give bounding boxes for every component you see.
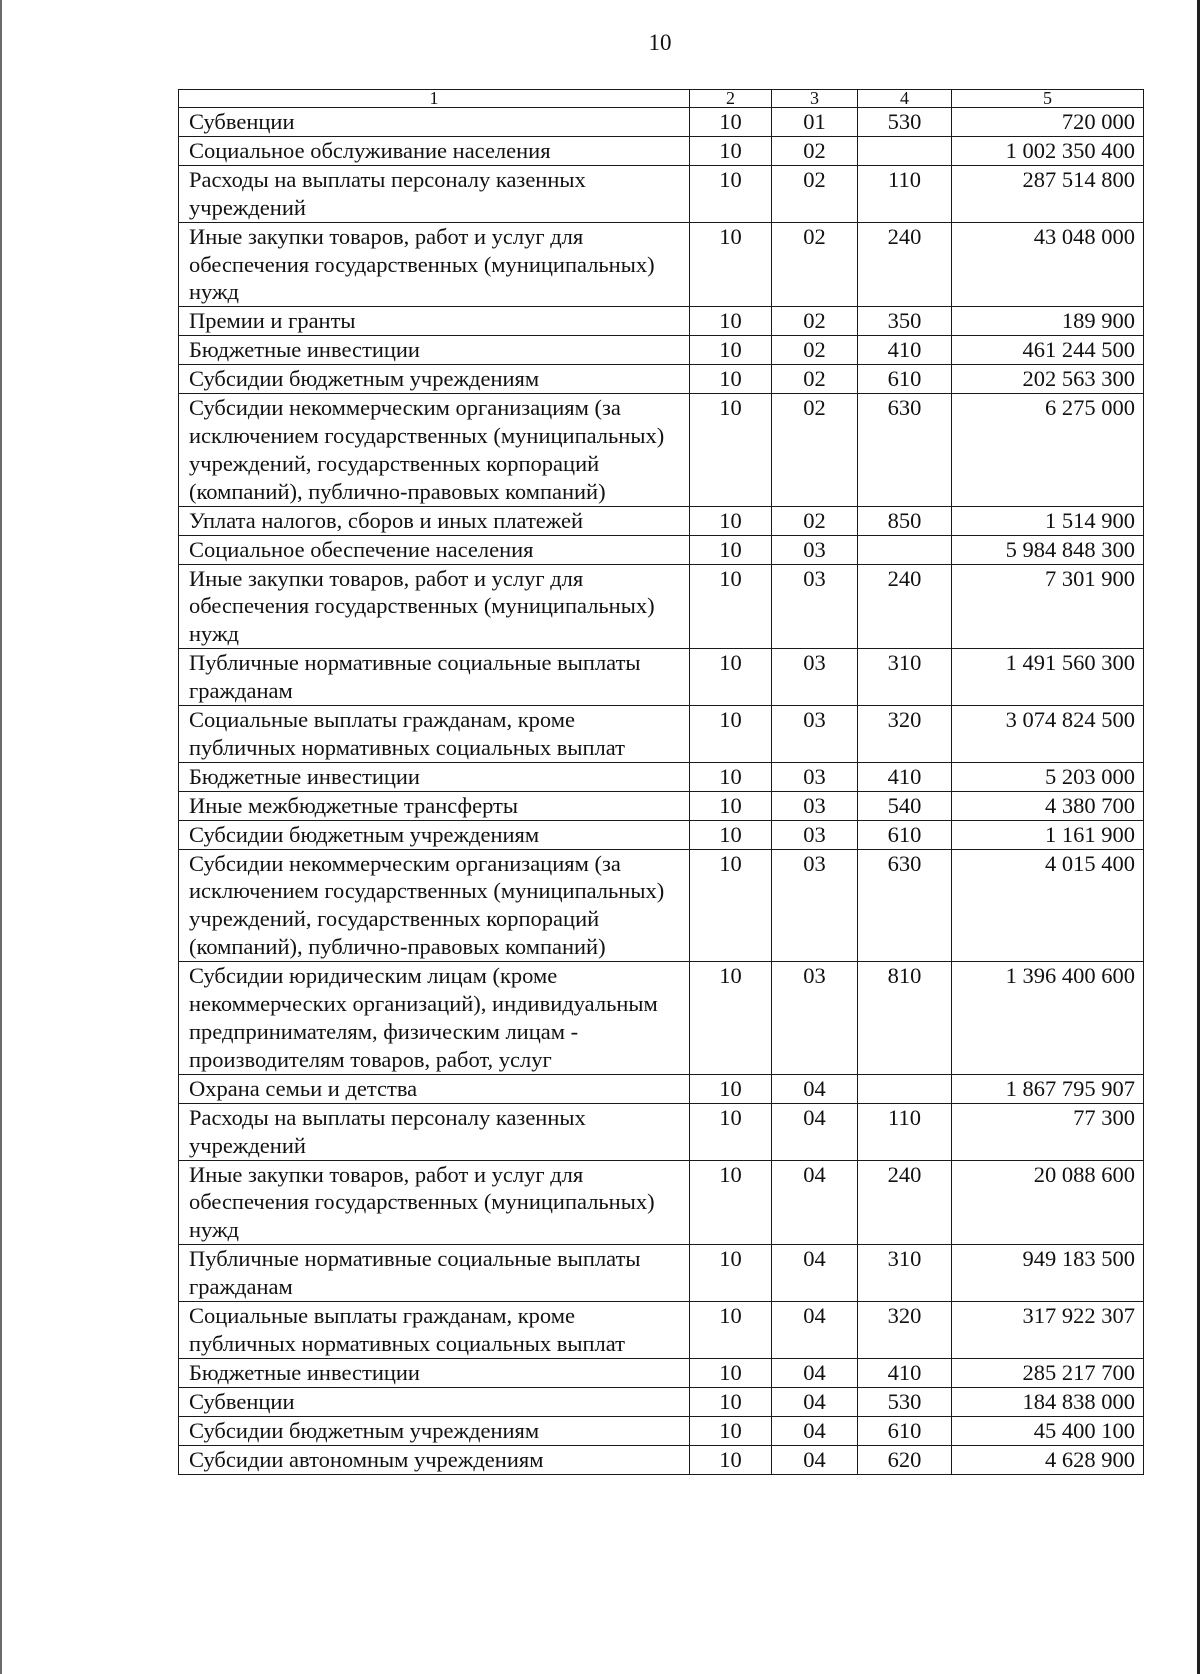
row-name-cell: Социальные выплаты гражданам, кроме публичных нормативных социальных выплат [179, 1302, 690, 1359]
row-name-cell: Иные закупки товаров, работ и услуг для обеспечения государственных (муниципальных) нужд [179, 564, 690, 649]
row-section-cell: 10 [690, 365, 772, 394]
row-section-cell: 10 [690, 108, 772, 137]
table-row [179, 506, 1144, 535]
row-expense-type-cell: 610 [858, 820, 952, 849]
page-number: 10 [648, 30, 672, 55]
row-expense-type-cell: 610 [858, 1416, 952, 1445]
row-expense-type-cell: 610 [858, 365, 952, 394]
scan-left-edge [0, 0, 2, 1674]
row-name-cell: Охрана семьи и детства [179, 1074, 690, 1103]
row-subsection-cell: 02 [772, 307, 858, 336]
row-name-cell: Публичные нормативные социальные выплаты гражданам [179, 649, 690, 706]
row-amount-cell: 285 217 700 [952, 1358, 1144, 1387]
row-name-cell: Субсидии бюджетным учреждениям [179, 1416, 690, 1445]
row-amount-cell: 317 922 307 [952, 1302, 1144, 1359]
row-name-cell: Субсидии бюджетным учреждениям [179, 820, 690, 849]
table-row [179, 136, 1144, 165]
row-amount-cell: 461 244 500 [952, 336, 1144, 365]
row-subsection-cell: 02 [772, 222, 858, 307]
table-row [179, 1103, 1144, 1160]
row-subsection-cell: 03 [772, 791, 858, 820]
row-amount-cell: 1 161 900 [952, 820, 1144, 849]
table-row [179, 535, 1144, 564]
row-expense-type-cell [858, 535, 952, 564]
row-name-cell: Субсидии некоммерческим организациям (за исключением государственных (муниципальных) учреждений, государственных корпораций (компаний), публично-правовых компаний) [179, 394, 690, 507]
row-expense-type-cell: 540 [858, 791, 952, 820]
row-name-cell: Уплата налогов, сборов и иных платежей [179, 506, 690, 535]
table-row [179, 222, 1144, 307]
row-section-cell: 10 [690, 506, 772, 535]
table-row [179, 165, 1144, 222]
row-expense-type-cell: 240 [858, 564, 952, 649]
row-name-cell: Социальное обслуживание населения [179, 136, 690, 165]
row-amount-cell: 1 514 900 [952, 506, 1144, 535]
row-amount-cell: 7 301 900 [952, 564, 1144, 649]
row-subsection-cell: 04 [772, 1245, 858, 1302]
row-name-cell: Расходы на выплаты персоналу казенных учреждений [179, 165, 690, 222]
row-section-cell: 10 [690, 1245, 772, 1302]
header-cell-5: 5 [952, 90, 1144, 108]
row-section-cell: 10 [690, 336, 772, 365]
row-amount-cell: 43 048 000 [952, 222, 1144, 307]
table-row [179, 791, 1144, 820]
row-name-cell: Субвенции [179, 1387, 690, 1416]
row-name-cell: Премии и гранты [179, 307, 690, 336]
row-amount-cell: 720 000 [952, 108, 1144, 137]
row-amount-cell: 202 563 300 [952, 365, 1144, 394]
row-subsection-cell: 02 [772, 165, 858, 222]
row-section-cell: 10 [690, 222, 772, 307]
row-section-cell: 10 [690, 1302, 772, 1359]
row-subsection-cell: 02 [772, 394, 858, 507]
row-name-cell: Иные закупки товаров, работ и услуг для обеспечения государственных (муниципальных) нужд [179, 222, 690, 307]
row-subsection-cell: 04 [772, 1358, 858, 1387]
row-expense-type-cell: 350 [858, 307, 952, 336]
row-subsection-cell: 04 [772, 1445, 858, 1474]
row-expense-type-cell: 320 [858, 706, 952, 763]
row-name-cell: Бюджетные инвестиции [179, 1358, 690, 1387]
row-subsection-cell: 02 [772, 136, 858, 165]
table-row [179, 336, 1144, 365]
row-subsection-cell: 03 [772, 535, 858, 564]
row-amount-cell: 189 900 [952, 307, 1144, 336]
row-subsection-cell: 04 [772, 1074, 858, 1103]
row-expense-type-cell: 240 [858, 222, 952, 307]
row-amount-cell: 1 002 350 400 [952, 136, 1144, 165]
row-subsection-cell: 03 [772, 649, 858, 706]
row-section-cell: 10 [690, 706, 772, 763]
row-expense-type-cell: 320 [858, 1302, 952, 1359]
row-amount-cell: 1 867 795 907 [952, 1074, 1144, 1103]
row-expense-type-cell: 630 [858, 394, 952, 507]
header-cell-2: 2 [690, 90, 772, 108]
table-row [179, 1245, 1144, 1302]
header-cell-3: 3 [772, 90, 858, 108]
table-row [179, 1387, 1144, 1416]
row-subsection-cell: 02 [772, 506, 858, 535]
row-expense-type-cell: 310 [858, 1245, 952, 1302]
row-name-cell: Социальное обеспечение населения [179, 535, 690, 564]
row-subsection-cell: 03 [772, 762, 858, 791]
row-name-cell: Иные межбюджетные трансферты [179, 791, 690, 820]
row-amount-cell: 4 380 700 [952, 791, 1144, 820]
row-amount-cell: 1 491 560 300 [952, 649, 1144, 706]
row-section-cell: 10 [690, 1103, 772, 1160]
row-subsection-cell: 04 [772, 1416, 858, 1445]
table-row [179, 820, 1144, 849]
table-row [179, 307, 1144, 336]
row-amount-cell: 4 628 900 [952, 1445, 1144, 1474]
row-subsection-cell: 02 [772, 336, 858, 365]
row-name-cell: Бюджетные инвестиции [179, 336, 690, 365]
row-expense-type-cell: 850 [858, 506, 952, 535]
row-expense-type-cell: 810 [858, 962, 952, 1075]
row-section-cell: 10 [690, 394, 772, 507]
row-amount-cell: 4 015 400 [952, 849, 1144, 962]
row-section-cell: 10 [690, 165, 772, 222]
row-section-cell: 10 [690, 791, 772, 820]
table-row [179, 1074, 1144, 1103]
row-amount-cell: 5 984 848 300 [952, 535, 1144, 564]
row-amount-cell: 45 400 100 [952, 1416, 1144, 1445]
table-row [179, 1358, 1144, 1387]
header-cell-1: 1 [179, 90, 690, 108]
row-expense-type-cell: 110 [858, 165, 952, 222]
row-section-cell: 10 [690, 849, 772, 962]
table-row [179, 1302, 1144, 1359]
row-section-cell: 10 [690, 1358, 772, 1387]
row-subsection-cell: 03 [772, 564, 858, 649]
row-section-cell: 10 [690, 1160, 772, 1245]
row-subsection-cell: 03 [772, 962, 858, 1075]
row-name-cell: Субсидии бюджетным учреждениям [179, 365, 690, 394]
row-amount-cell: 77 300 [952, 1103, 1144, 1160]
row-expense-type-cell: 530 [858, 108, 952, 137]
row-section-cell: 10 [690, 1416, 772, 1445]
row-amount-cell: 1 396 400 600 [952, 962, 1144, 1075]
row-name-cell: Публичные нормативные социальные выплаты гражданам [179, 1245, 690, 1302]
table-row [179, 365, 1144, 394]
row-name-cell: Социальные выплаты гражданам, кроме публичных нормативных социальных выплат [179, 706, 690, 763]
row-section-cell: 10 [690, 307, 772, 336]
row-name-cell: Расходы на выплаты персоналу казенных учреждений [179, 1103, 690, 1160]
row-name-cell: Бюджетные инвестиции [179, 762, 690, 791]
row-section-cell: 10 [690, 649, 772, 706]
row-amount-cell: 20 088 600 [952, 1160, 1144, 1245]
row-subsection-cell: 03 [772, 820, 858, 849]
row-section-cell: 10 [690, 136, 772, 165]
row-expense-type-cell: 240 [858, 1160, 952, 1245]
table-row [179, 394, 1144, 507]
row-expense-type-cell: 410 [858, 762, 952, 791]
row-section-cell: 10 [690, 820, 772, 849]
row-amount-cell: 949 183 500 [952, 1245, 1144, 1302]
table-row [179, 962, 1144, 1075]
row-subsection-cell: 04 [772, 1302, 858, 1359]
row-section-cell: 10 [690, 564, 772, 649]
row-amount-cell: 184 838 000 [952, 1387, 1144, 1416]
budget-table [178, 89, 1144, 1475]
row-section-cell: 10 [690, 1074, 772, 1103]
row-expense-type-cell: 310 [858, 649, 952, 706]
row-name-cell: Субсидии некоммерческим организациям (за исключением государственных (муниципальных) учреждений, государственных корпораций (компаний), публично-правовых компаний) [179, 849, 690, 962]
table-row [179, 1416, 1144, 1445]
row-name-cell: Иные закупки товаров, работ и услуг для обеспечения государственных (муниципальных) нужд [179, 1160, 690, 1245]
row-expense-type-cell: 410 [858, 336, 952, 365]
row-section-cell: 10 [690, 1387, 772, 1416]
row-section-cell: 10 [690, 762, 772, 791]
table-row [179, 762, 1144, 791]
row-expense-type-cell: 110 [858, 1103, 952, 1160]
header-cell-4: 4 [858, 90, 952, 108]
row-expense-type-cell: 620 [858, 1445, 952, 1474]
row-section-cell: 10 [690, 535, 772, 564]
table-row [179, 706, 1144, 763]
row-expense-type-cell: 530 [858, 1387, 952, 1416]
row-amount-cell: 5 203 000 [952, 762, 1144, 791]
row-subsection-cell: 04 [772, 1103, 858, 1160]
row-section-cell: 10 [690, 1445, 772, 1474]
row-subsection-cell: 03 [772, 706, 858, 763]
row-subsection-cell: 04 [772, 1387, 858, 1416]
row-expense-type-cell [858, 136, 952, 165]
row-amount-cell: 3 074 824 500 [952, 706, 1144, 763]
table-row [179, 1445, 1144, 1474]
row-expense-type-cell [858, 1074, 952, 1103]
row-section-cell: 10 [690, 962, 772, 1075]
table-row [179, 849, 1144, 962]
table-body [179, 108, 1144, 1475]
table-row [179, 1160, 1144, 1245]
row-name-cell: Субсидии автономным учреждениям [179, 1445, 690, 1474]
table-row [179, 564, 1144, 649]
table-row [179, 649, 1144, 706]
row-amount-cell: 6 275 000 [952, 394, 1144, 507]
row-amount-cell: 287 514 800 [952, 165, 1144, 222]
row-name-cell: Субсидии юридическим лицам (кроме некоммерческих организаций), индивидуальным предпринимателям, физическим лицам - производителям товаров, работ, услуг [179, 962, 690, 1075]
table-row [179, 108, 1144, 137]
row-name-cell: Субвенции [179, 108, 690, 137]
row-subsection-cell: 04 [772, 1160, 858, 1245]
row-expense-type-cell: 630 [858, 849, 952, 962]
row-subsection-cell: 02 [772, 365, 858, 394]
row-subsection-cell: 01 [772, 108, 858, 137]
table-header-row [179, 90, 1144, 108]
row-expense-type-cell: 410 [858, 1358, 952, 1387]
row-subsection-cell: 03 [772, 849, 858, 962]
